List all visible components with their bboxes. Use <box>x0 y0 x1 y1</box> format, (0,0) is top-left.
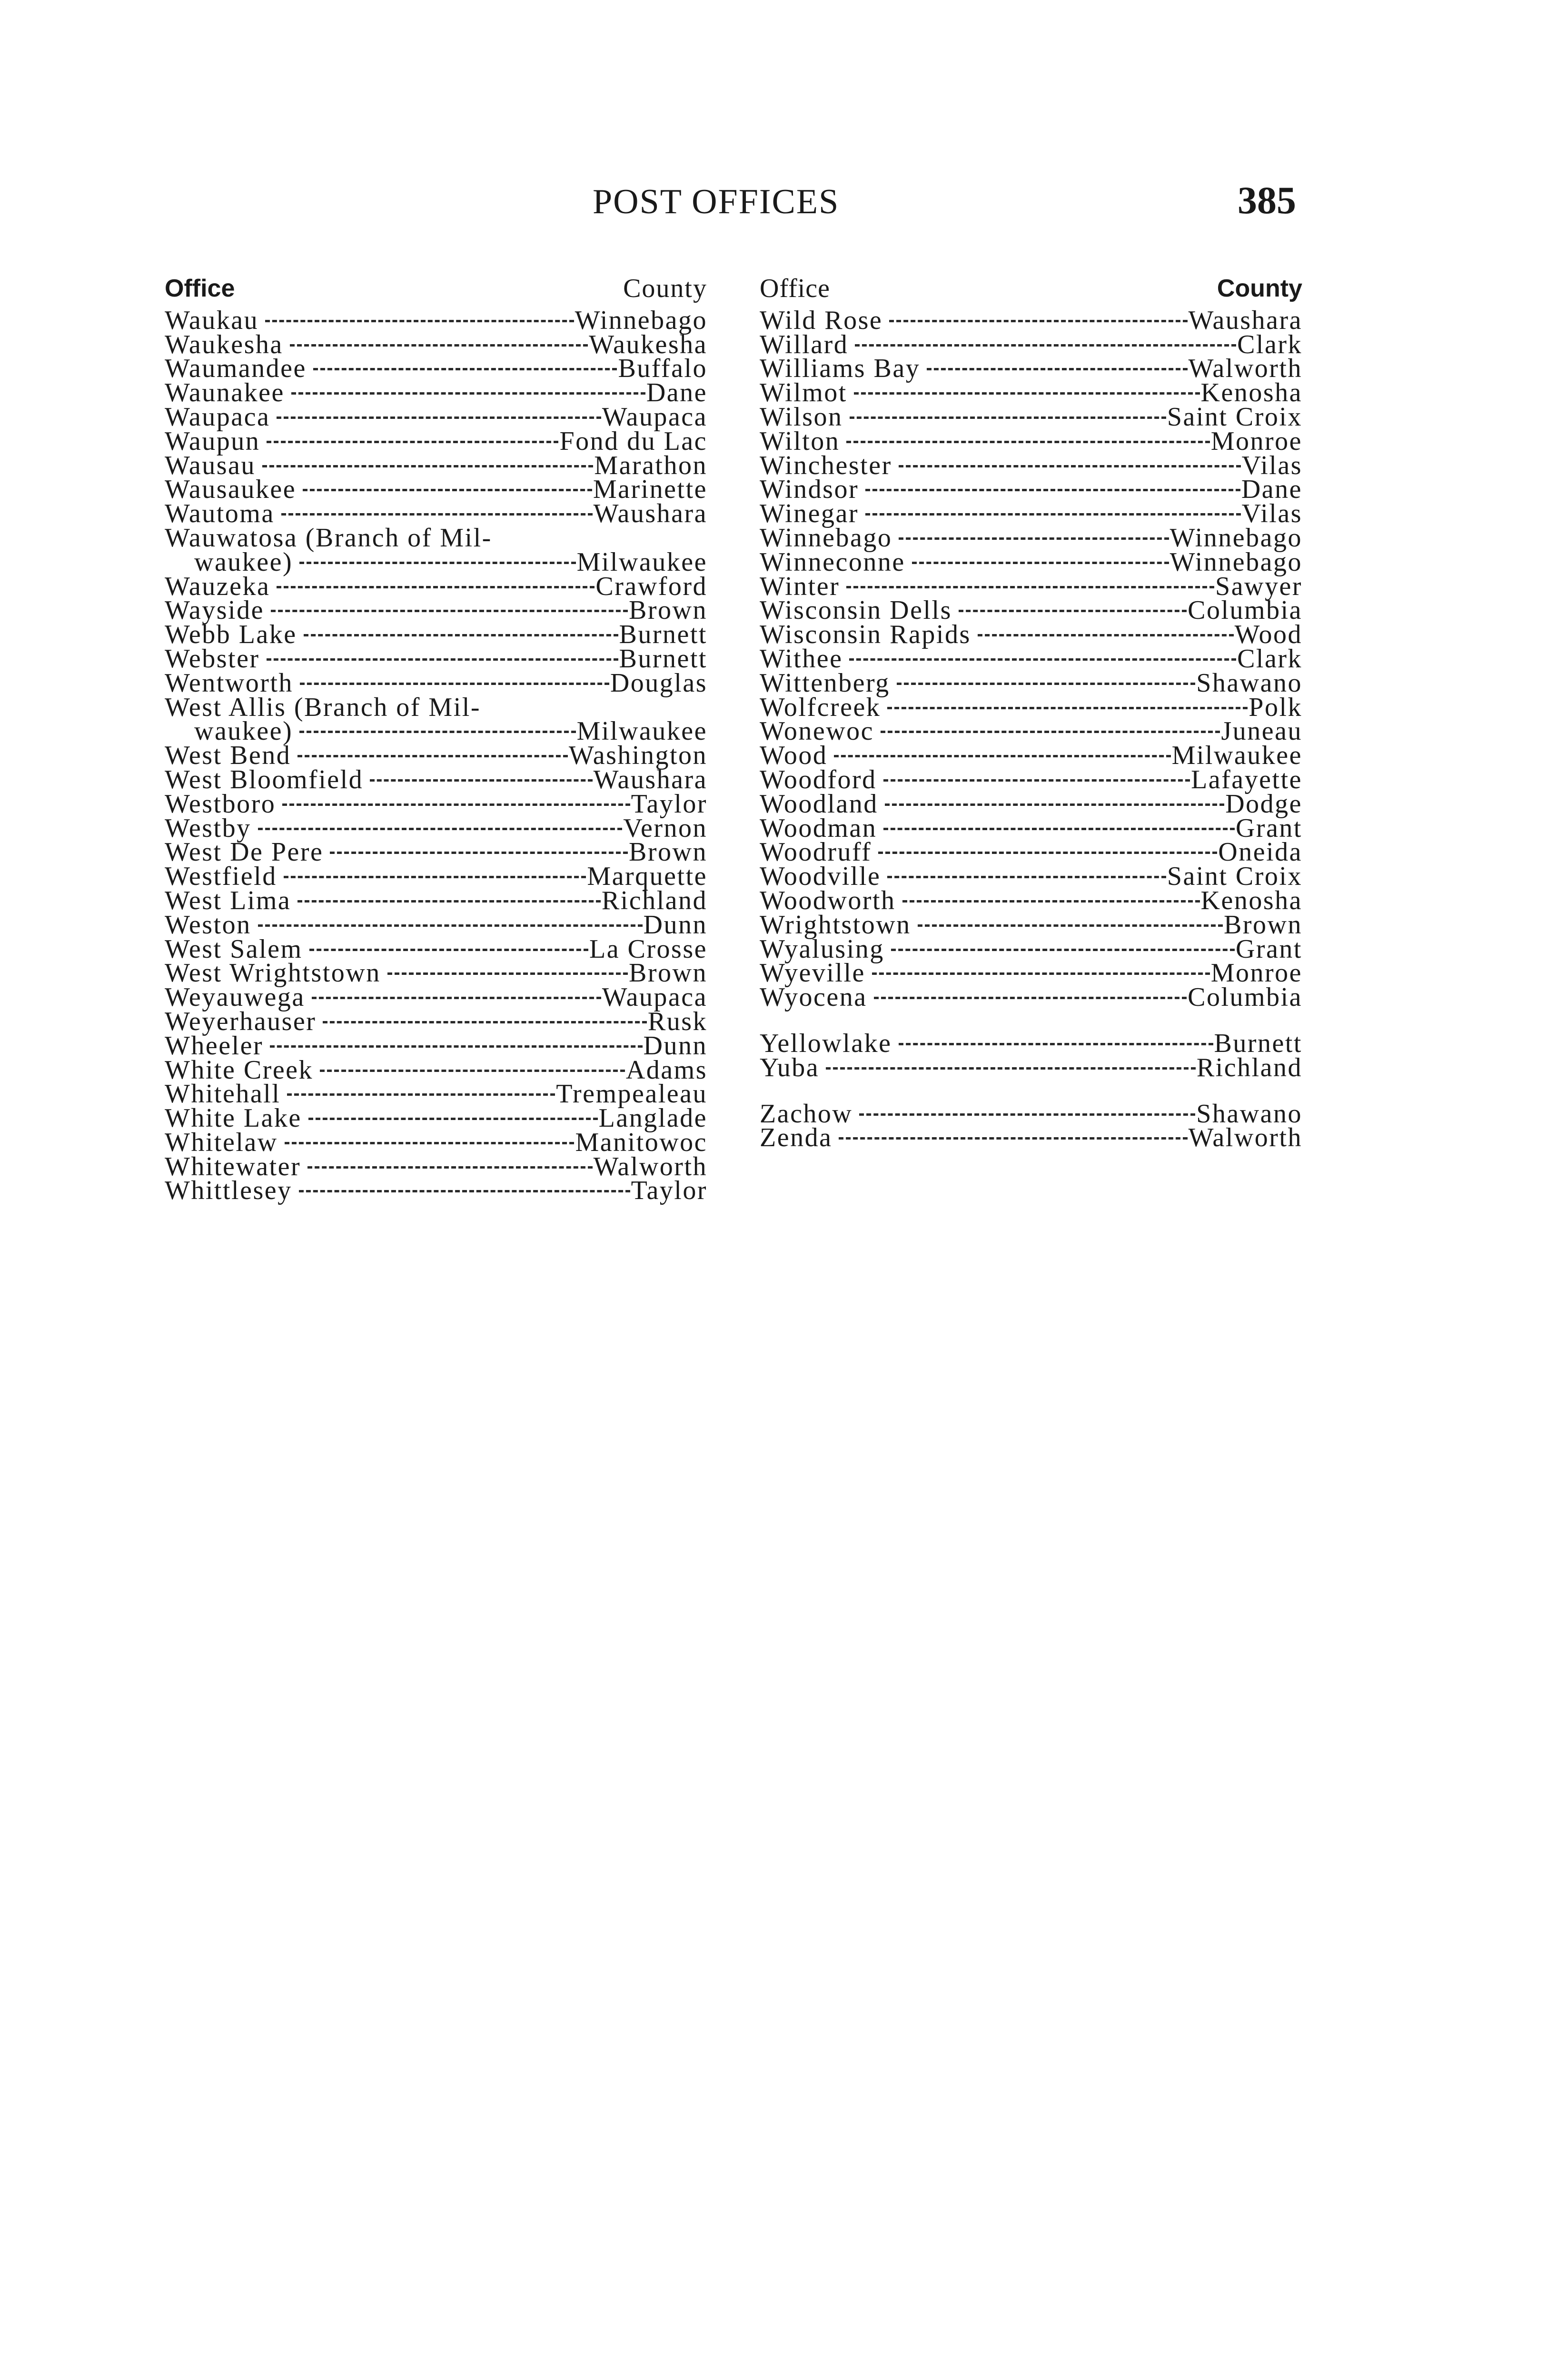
county-name: Vilas <box>1241 450 1302 480</box>
dot-leader <box>887 861 1166 885</box>
county-name: Waushara <box>593 764 707 794</box>
list-item <box>760 692 1302 722</box>
list-item <box>165 377 707 408</box>
county-name: Shawano <box>1196 668 1302 698</box>
list-item <box>760 982 1302 1012</box>
county-name: Clark <box>1237 644 1302 674</box>
county-name: Burnett <box>1214 1028 1302 1058</box>
county-name: Polk <box>1249 692 1302 722</box>
list-item <box>760 353 1302 384</box>
office-name: Wauzeka <box>165 571 270 601</box>
county-column-heading: County <box>1217 275 1302 302</box>
county-name: Shawano <box>1196 1099 1302 1129</box>
list-item <box>760 667 1302 698</box>
office-name: West Allis (Branch of Mil- <box>165 692 481 722</box>
dot-leader <box>297 885 601 909</box>
dot-leader <box>927 353 1187 377</box>
office-name: Yuba <box>760 1052 820 1082</box>
dot-leader <box>299 716 575 740</box>
county-name: Vernon <box>623 813 707 843</box>
county-name: Dodge <box>1225 789 1302 819</box>
list-item <box>760 305 1302 335</box>
list-item <box>165 764 707 794</box>
list-item <box>760 1028 1302 1058</box>
list-item <box>165 426 707 456</box>
office-name: Waukau <box>165 305 259 335</box>
county-name: Brown <box>629 595 707 625</box>
office-name: Wrightstown <box>760 910 911 940</box>
list-item <box>760 595 1302 625</box>
dot-leader <box>271 595 628 619</box>
list-item <box>760 1122 1302 1153</box>
office-name: Whitelaw <box>165 1127 278 1157</box>
right-column <box>760 272 1302 1153</box>
office-name: Webster <box>165 644 260 674</box>
dot-leader <box>285 1127 575 1151</box>
dot-leader <box>855 329 1236 353</box>
office-name: Woodford <box>760 764 877 794</box>
dot-leader <box>881 716 1220 740</box>
office-name: Wilmot <box>760 378 847 408</box>
dot-leader <box>849 643 1236 667</box>
dot-leader <box>878 837 1217 861</box>
dot-leader <box>270 1030 642 1054</box>
list-item <box>760 740 1302 771</box>
dot-leader <box>891 933 1235 958</box>
list-item <box>165 619 707 650</box>
office-name: Weyerhauser <box>165 1006 317 1036</box>
dot-leader <box>883 813 1235 837</box>
dot-leader <box>282 788 630 813</box>
office-name: Wautoma <box>165 499 275 529</box>
office-name: waukee) <box>194 547 293 577</box>
dot-leader <box>262 450 593 474</box>
county-name: Saint Croix <box>1167 862 1302 892</box>
dot-leader <box>299 546 575 571</box>
county-name: Dunn <box>643 910 707 940</box>
county-name: Crawford <box>595 571 707 601</box>
dot-leader <box>265 305 574 329</box>
office-name: Woodruff <box>760 837 872 867</box>
dot-leader <box>899 1028 1213 1052</box>
dot-leader <box>287 1079 555 1103</box>
office-name: Withee <box>760 644 843 674</box>
list-item <box>165 1006 707 1036</box>
county-name: Waushara <box>1188 305 1302 335</box>
list-item <box>760 546 1302 577</box>
county-name: Washington <box>568 741 707 771</box>
dot-leader <box>959 595 1187 619</box>
list-item <box>165 643 707 674</box>
dot-leader <box>330 837 628 861</box>
office-name: Wyalusing <box>760 934 884 964</box>
county-name: Taylor <box>631 1176 707 1206</box>
list-item <box>760 498 1302 529</box>
dot-leader <box>872 958 1210 982</box>
office-name: Woodworth <box>760 885 896 915</box>
list-item <box>165 740 707 771</box>
right-column-header <box>760 272 1302 305</box>
office-name: Winchester <box>760 450 892 480</box>
dot-leader <box>865 498 1241 522</box>
office-name: West Wrightstown <box>165 958 381 988</box>
county-name: Grant <box>1235 934 1302 964</box>
dot-leader <box>918 909 1223 933</box>
list-item <box>760 522 1302 553</box>
county-name: Columbia <box>1188 982 1302 1012</box>
dot-leader <box>834 740 1170 764</box>
list-item <box>165 353 707 384</box>
office-name: Westfield <box>165 862 277 892</box>
list-item <box>165 1054 707 1085</box>
list-item <box>165 813 707 843</box>
list-item <box>760 450 1302 480</box>
county-name: Walworth <box>1188 1123 1302 1153</box>
list-item <box>760 643 1302 674</box>
list-item <box>165 667 707 698</box>
dot-leader <box>267 426 558 450</box>
office-name: Waupun <box>165 426 260 456</box>
office-name: Westboro <box>165 789 276 819</box>
office-name: Wittenberg <box>760 668 890 698</box>
office-name: Weston <box>165 910 251 940</box>
list-item <box>165 571 707 601</box>
dot-leader <box>859 1098 1195 1122</box>
office-name: Webb Lake <box>165 620 297 650</box>
county-column-heading: County <box>623 274 707 303</box>
county-name: Waupaca <box>602 402 707 432</box>
office-name: Wausaukee <box>165 475 297 505</box>
office-name: West Bloomfield <box>165 764 364 794</box>
office-name: Willard <box>760 329 849 359</box>
list-item <box>760 933 1302 964</box>
dot-leader <box>258 909 643 933</box>
dot-leader <box>303 474 592 498</box>
county-name: Buffalo <box>618 354 707 384</box>
dot-leader <box>889 305 1187 329</box>
county-name: Taylor <box>631 789 707 819</box>
county-name: Manitowoc <box>575 1127 707 1157</box>
list-item <box>165 909 707 940</box>
list-item <box>165 885 707 915</box>
county-name: Burnett <box>619 644 707 674</box>
right-entry-list-y <box>760 1028 1302 1082</box>
office-name: Wolfcreek <box>760 692 881 722</box>
county-name: Winnebago <box>1169 523 1302 553</box>
office-name: Woodville <box>760 862 881 892</box>
county-name: Milwaukee <box>576 547 707 577</box>
dot-leader <box>281 498 593 522</box>
dot-leader <box>277 571 595 595</box>
office-name: White Creek <box>165 1055 314 1085</box>
county-name: Milwaukee <box>576 716 707 746</box>
list-item <box>165 1030 707 1061</box>
office-name: Winnebago <box>760 523 892 553</box>
page-title: POST OFFICES <box>593 182 840 221</box>
office-name: Windsor <box>760 475 859 505</box>
list-item <box>165 329 707 359</box>
county-name: Kenosha <box>1200 378 1302 408</box>
list-item <box>760 958 1302 988</box>
page-number: 385 <box>1238 178 1296 222</box>
county-name: Marinette <box>593 475 707 505</box>
list-item <box>165 1151 707 1181</box>
list-item <box>760 619 1302 650</box>
office-name: Waumandee <box>165 354 307 384</box>
list-item <box>165 1079 707 1109</box>
dot-leader <box>370 764 592 788</box>
county-name: Winnebago <box>575 305 707 335</box>
dot-leader <box>308 1102 598 1127</box>
list-item <box>760 788 1302 819</box>
list-item <box>165 401 707 432</box>
county-name: Douglas <box>610 668 707 698</box>
office-column-heading: Office <box>760 274 830 303</box>
list-item <box>165 982 707 1012</box>
office-name: Williams Bay <box>760 354 921 384</box>
county-name: Lafayette <box>1191 764 1302 794</box>
county-name: Brown <box>1224 910 1302 940</box>
office-name: Whittlesey <box>165 1176 292 1206</box>
list-item <box>165 716 707 746</box>
county-name: Richland <box>601 885 707 915</box>
list-item <box>760 716 1302 746</box>
left-column-header <box>165 272 707 305</box>
county-name: Juneau <box>1221 716 1302 746</box>
list-item <box>165 546 707 577</box>
dot-leader <box>312 982 601 1006</box>
dot-leader <box>299 1175 630 1200</box>
left-column <box>165 272 707 1206</box>
right-entry-list-z <box>760 1098 1302 1153</box>
dot-leader <box>313 353 617 377</box>
office-name: Woodland <box>760 789 878 819</box>
office-name: West Salem <box>165 934 303 964</box>
dot-leader <box>291 377 645 401</box>
office-name: Wausau <box>165 450 256 480</box>
dot-leader <box>899 450 1241 474</box>
dot-leader <box>846 426 1209 450</box>
list-item <box>760 377 1302 408</box>
county-name: Walworth <box>1188 354 1302 384</box>
office-name: Wentworth <box>165 668 293 698</box>
left-entry-list <box>165 305 707 1206</box>
dot-leader <box>887 692 1248 716</box>
dot-leader <box>912 546 1169 571</box>
county-name: Brown <box>629 958 707 988</box>
dot-leader <box>290 329 588 353</box>
office-name: Zachow <box>760 1099 853 1129</box>
county-name: Rusk <box>647 1006 707 1036</box>
office-name: Wilson <box>760 402 843 432</box>
county-name: Walworth <box>593 1151 707 1181</box>
office-name: Wilton <box>760 426 840 456</box>
county-name: Columbia <box>1188 595 1302 625</box>
county-name: Monroe <box>1210 426 1302 456</box>
dot-leader <box>854 377 1200 401</box>
dot-leader <box>300 667 609 692</box>
dot-leader <box>307 1151 592 1175</box>
office-name: Wisconsin Dells <box>760 595 952 625</box>
list-item <box>165 1175 707 1206</box>
county-name: Burnett <box>619 620 707 650</box>
dot-leader <box>284 861 586 885</box>
office-name: Yellowlake <box>760 1028 892 1058</box>
office-name: Wild Rose <box>760 305 883 335</box>
list-item <box>165 305 707 335</box>
list-item <box>165 861 707 892</box>
list-item <box>165 595 707 625</box>
office-name: Whitewater <box>165 1151 301 1181</box>
dot-leader <box>883 764 1190 788</box>
dot-leader <box>323 1006 646 1030</box>
list-item <box>760 1098 1302 1129</box>
county-name: Trempealeau <box>556 1079 707 1109</box>
office-name: Wood <box>760 741 828 771</box>
county-name: Kenosha <box>1200 885 1302 915</box>
county-name: Milwaukee <box>1171 741 1302 771</box>
office-name: Wheeler <box>165 1031 264 1061</box>
office-name: Wisconsin Rapids <box>760 620 971 650</box>
list-item <box>165 958 707 988</box>
county-name: Marquette <box>587 862 707 892</box>
county-name: Langlade <box>598 1103 707 1133</box>
county-name: Monroe <box>1210 958 1302 988</box>
county-name: Adams <box>625 1055 707 1085</box>
county-name: Dane <box>1241 475 1302 505</box>
list-item <box>760 861 1302 892</box>
office-column-heading: Office <box>165 275 235 302</box>
dot-leader <box>897 667 1196 692</box>
county-name: Waukesha <box>589 329 707 359</box>
office-name: Weyauwega <box>165 982 305 1012</box>
list-item <box>165 450 707 480</box>
dot-leader <box>978 619 1234 643</box>
dot-leader <box>874 982 1187 1006</box>
dot-leader <box>846 571 1214 595</box>
list-item <box>760 401 1302 432</box>
office-name: Woodman <box>760 813 877 843</box>
county-name: Winnebago <box>1169 547 1302 577</box>
office-name: Wyeville <box>760 958 865 988</box>
list-item <box>165 933 707 964</box>
office-name: Waukesha <box>165 329 283 359</box>
office-name: Winneconne <box>760 547 905 577</box>
dot-leader <box>277 401 601 426</box>
list-item <box>760 1052 1302 1082</box>
right-entry-list <box>760 305 1302 1012</box>
list-item <box>760 837 1302 867</box>
dot-leader <box>387 958 628 982</box>
dot-leader <box>826 1052 1196 1076</box>
county-name: Grant <box>1235 813 1302 843</box>
list-item <box>165 1127 707 1157</box>
county-name: Clark <box>1237 329 1302 359</box>
list-item <box>760 329 1302 359</box>
dot-leader <box>902 885 1200 909</box>
county-name: Vilas <box>1241 499 1302 529</box>
office-name: Waupaca <box>165 402 270 432</box>
county-name: Brown <box>629 837 707 867</box>
office-name: Wyocena <box>760 982 867 1012</box>
office-name: Winter <box>760 571 840 601</box>
county-name: La Crosse <box>589 934 707 964</box>
county-name: Saint Croix <box>1167 402 1302 432</box>
office-name: Waunakee <box>165 378 285 408</box>
county-name: Oneida <box>1218 837 1302 867</box>
dot-leader <box>865 474 1240 498</box>
office-name: White Lake <box>165 1103 302 1133</box>
office-name: Wayside <box>165 595 264 625</box>
list-item <box>760 474 1302 505</box>
dot-leader <box>297 740 568 764</box>
office-name: West Lima <box>165 885 291 915</box>
dot-leader <box>885 788 1224 813</box>
office-name: Winegar <box>760 499 859 529</box>
list-item <box>760 813 1302 843</box>
county-name: Marathon <box>594 450 707 480</box>
list-item <box>165 788 707 819</box>
dot-leader <box>309 933 588 958</box>
county-name: Waupaca <box>602 982 707 1012</box>
office-name: Zenda <box>760 1123 832 1153</box>
county-name: Waushara <box>593 499 707 529</box>
county-name: Dane <box>646 378 707 408</box>
list-item <box>165 837 707 867</box>
office-name: Wonewoc <box>760 716 874 746</box>
county-name: Dunn <box>643 1031 707 1061</box>
dot-leader <box>839 1122 1187 1147</box>
dot-leader <box>850 401 1166 426</box>
list-item <box>760 764 1302 794</box>
list-item <box>165 1102 707 1133</box>
dot-leader <box>304 619 618 643</box>
county-name: Richland <box>1196 1052 1302 1082</box>
dot-leader <box>267 643 618 667</box>
office-name: waukee) <box>194 716 293 746</box>
list-item <box>760 885 1302 915</box>
office-name: Wauwatosa (Branch of Mil- <box>165 523 492 553</box>
list-item <box>760 909 1302 940</box>
dot-leader <box>320 1054 625 1079</box>
office-name: West Bend <box>165 741 291 771</box>
county-name: Fond du Lac <box>559 426 707 456</box>
dot-leader <box>899 522 1169 546</box>
list-item <box>165 474 707 505</box>
office-name: Westby <box>165 813 251 843</box>
dot-leader <box>258 813 623 837</box>
office-name: Whitehall <box>165 1079 281 1109</box>
office-name: West De Pere <box>165 837 324 867</box>
running-head <box>0 178 1546 229</box>
list-item <box>165 498 707 529</box>
county-name: Sawyer <box>1215 571 1302 601</box>
county-name: Wood <box>1234 620 1302 650</box>
